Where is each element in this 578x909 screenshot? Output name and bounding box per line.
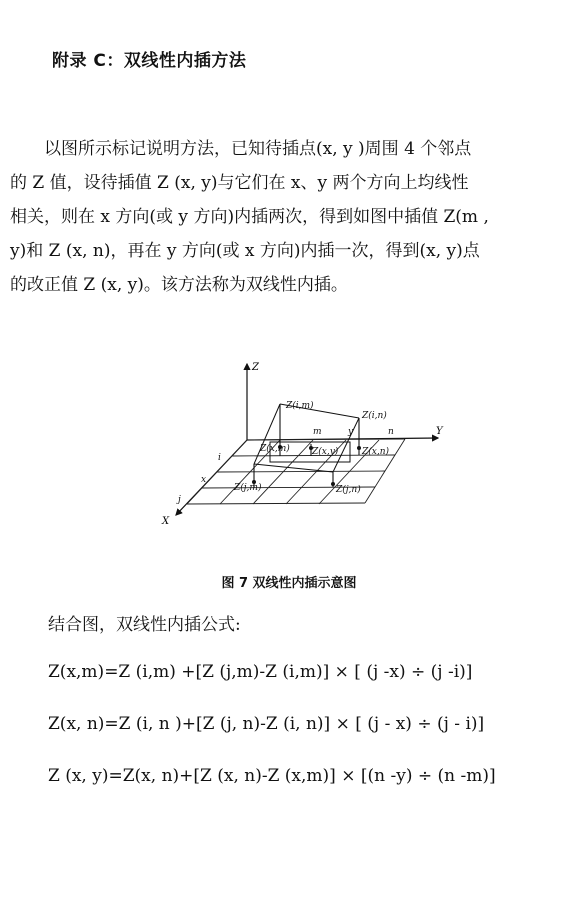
appendix-heading: 附录 C：双线性内插方法: [52, 51, 247, 71]
formula-2: Z(x, n)=Z (i, n )+[Z (j, n)-Z (i, n)] × [ (j - x) ÷ (j - i)]: [48, 714, 485, 734]
method-paragraph: [10, 132, 566, 302]
paragraph-line: y)和 Z (x, n)，再在 y 方向(或 x 方向)内插一次，得到(x, y)点: [10, 241, 480, 261]
bilinear-interpolation-diagram: [150, 352, 450, 537]
formula-3: Z (x, y)=Z(x, n)+[Z (x, n)-Z (x,m)] × [(n -y) ÷ (n -m)]: [48, 766, 496, 786]
label-x: x: [201, 475, 207, 485]
label-y: y: [348, 427, 354, 437]
paragraph-line: 相关，则在 x 方向(或 y 方向)内插两次，得到如图中插值 Z(m ,: [10, 207, 489, 227]
label-i: i: [218, 453, 221, 463]
label-z-in: Z(i,n): [362, 411, 387, 421]
x-axis-label: X: [162, 516, 170, 527]
label-n: n: [388, 427, 394, 437]
label-z-xy: Z(x,y): [312, 447, 339, 457]
label-m: m: [313, 427, 322, 437]
paragraph-line: 以图所示标记说明方法，已知待插点(x, y )周围 4 个邻点: [10, 139, 472, 159]
figure-caption: 图 7 双线性内插示意图: [221, 576, 357, 591]
label-z-xn: Z(x,n): [362, 447, 390, 457]
label-z-jm: Z(j,m): [234, 483, 262, 493]
y-axis-label: Y: [436, 426, 443, 437]
label-z-im: Z(i,m): [286, 401, 314, 411]
formula-1: Z(x,m)=Z (i,m) +[Z (j,m)-Z (i,m)] × [ (j -x) ÷ (j -i)]: [48, 662, 473, 682]
z-axis-label: Z: [252, 362, 259, 373]
paragraph-line: 的 Z 值，设待插值 Z (x, y)与它们在 x、y 两个方向上均线性: [10, 173, 469, 193]
paragraph-line: 的改正值 Z (x, y)。该方法称为双线性内插。: [10, 275, 348, 295]
interpolation-lines: [254, 404, 359, 472]
label-j: j: [178, 495, 181, 505]
label-z-jn: Z(j,n): [336, 485, 361, 495]
diagram-svg: [150, 352, 450, 537]
label-z-xm: Z(x,m): [260, 444, 290, 454]
formula-intro: 结合图，双线性内插公式:: [48, 615, 241, 635]
